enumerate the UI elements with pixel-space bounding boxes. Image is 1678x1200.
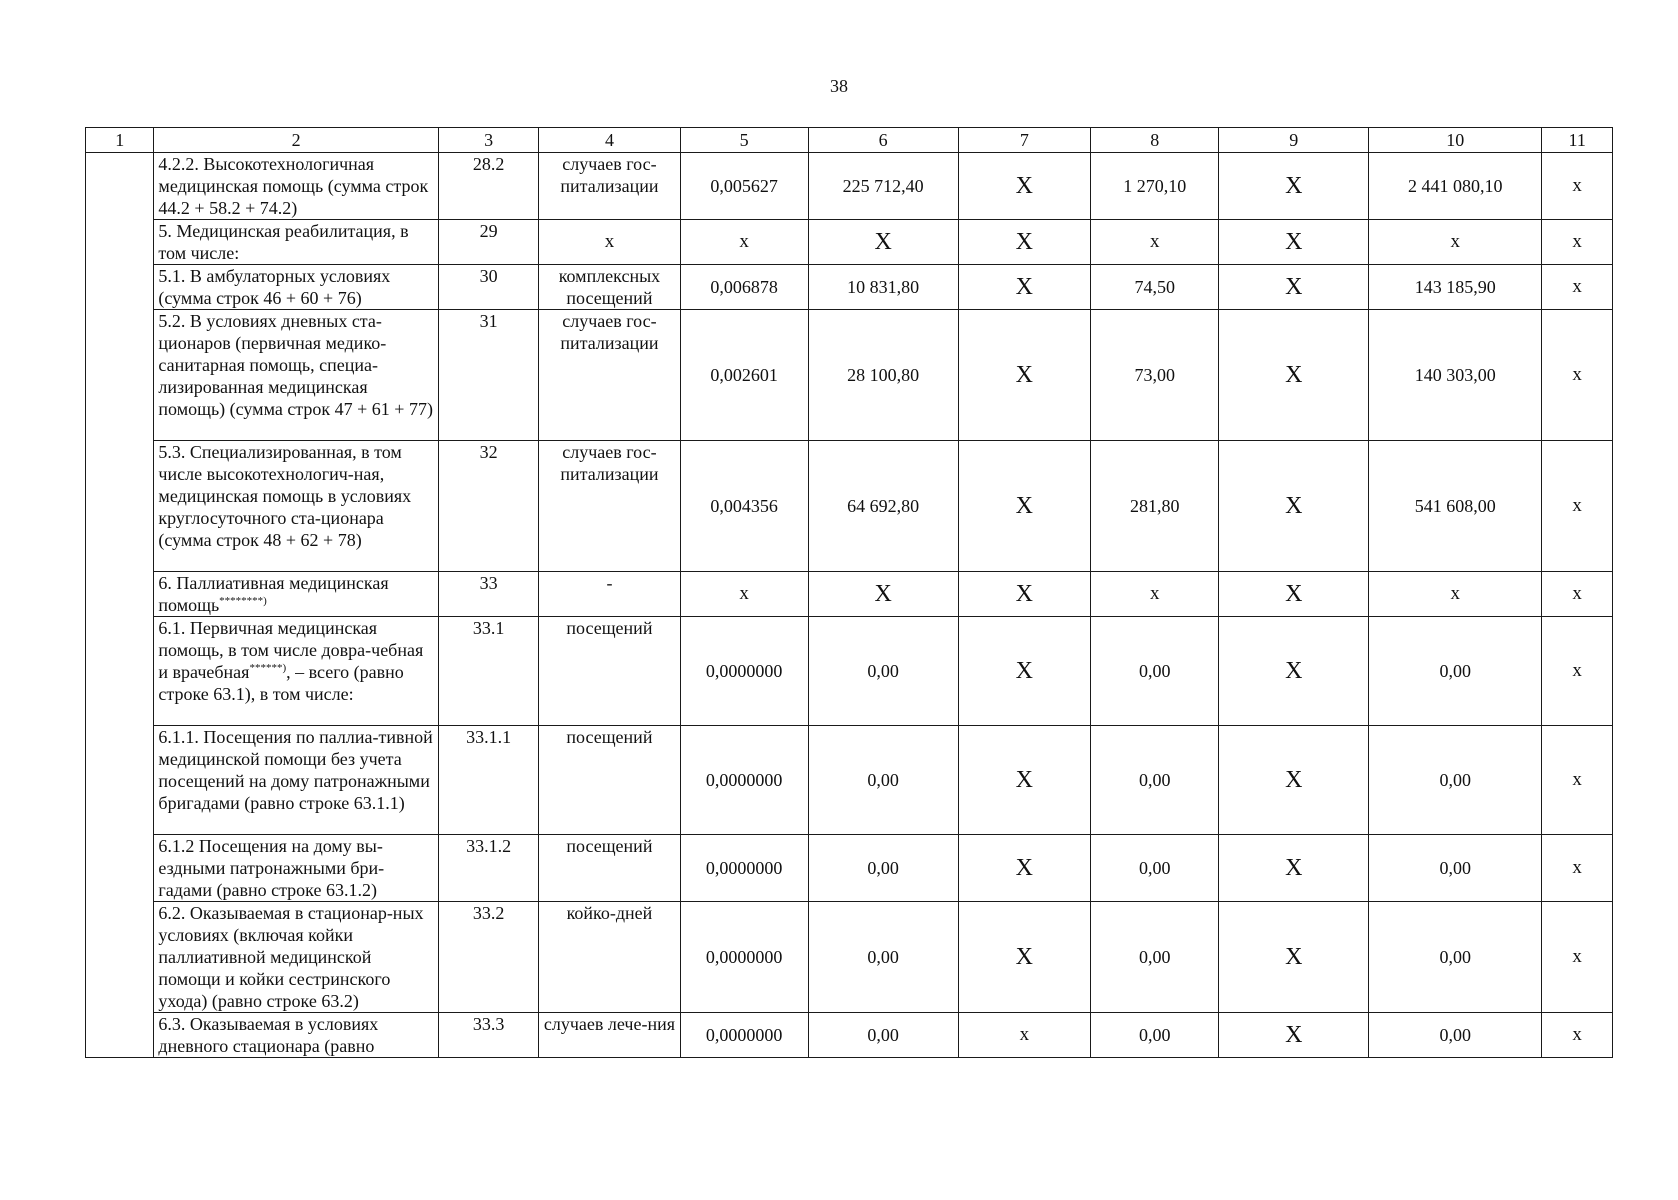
cell-8: 1 270,10 xyxy=(1091,153,1219,220)
cell-10: 0,00 xyxy=(1369,835,1542,902)
cell-10: 2 441 080,10 xyxy=(1369,153,1542,220)
row-number: 33.1.2 xyxy=(438,835,539,902)
table-row xyxy=(86,153,1613,220)
cell-9: X xyxy=(1219,441,1369,572)
cell-10: 541 608,00 xyxy=(1369,441,1542,572)
cell-9: X xyxy=(1219,265,1369,310)
description-text: 6.3. Оказываемая в условиях дневного стационара (равно xyxy=(158,1014,379,1056)
cell-11: х xyxy=(1542,153,1613,220)
cell-5: 0,0000000 xyxy=(680,726,808,835)
cell-5: 0,0000000 xyxy=(680,1013,808,1058)
column-header: 4 xyxy=(539,128,680,153)
description-text: 5. Медицинская реабилитация, в том числе: xyxy=(158,221,409,263)
cell-6: X xyxy=(808,572,958,617)
table-row xyxy=(86,726,1613,835)
row-number: 29 xyxy=(438,220,539,265)
cell-6: 0,00 xyxy=(808,835,958,902)
cell-5: 0,0000000 xyxy=(680,617,808,726)
cell-6: 64 692,80 xyxy=(808,441,958,572)
cell-7: X xyxy=(958,153,1091,220)
cell-8: 0,00 xyxy=(1091,835,1219,902)
column-header: 8 xyxy=(1091,128,1219,153)
column-header: 3 xyxy=(438,128,539,153)
cell-9: X xyxy=(1219,310,1369,441)
cell-8: 73,00 xyxy=(1091,310,1219,441)
cell-5: 0,006878 xyxy=(680,265,808,310)
row-number: 31 xyxy=(438,310,539,441)
table-row xyxy=(86,1013,1613,1058)
cell-9: X xyxy=(1219,1013,1369,1058)
cell-7: X xyxy=(958,220,1091,265)
table-row xyxy=(86,572,1613,617)
cell-9: X xyxy=(1219,572,1369,617)
cell-5: 0,0000000 xyxy=(680,902,808,1013)
cell-5: 0,004356 xyxy=(680,441,808,572)
cell-10: 140 303,00 xyxy=(1369,310,1542,441)
cell-8: 281,80 xyxy=(1091,441,1219,572)
table-row xyxy=(86,835,1613,902)
row-description xyxy=(154,441,438,572)
row-number: 33.3 xyxy=(438,1013,539,1058)
cell-8: 74,50 xyxy=(1091,265,1219,310)
cell-9: X xyxy=(1219,153,1369,220)
unit-cell: случаев гос-питализации xyxy=(539,441,680,572)
table-row xyxy=(86,617,1613,726)
header-row xyxy=(86,128,1613,153)
description-text: 5.2. В условиях дневных ста-ционаров (первичная медико-санитарная помощь, специа-лизированная медицинская помощь) (сумма строк 47 + 61 + 77) xyxy=(158,311,433,419)
row-description xyxy=(154,726,438,835)
row-description xyxy=(154,572,438,617)
cell-6: 0,00 xyxy=(808,902,958,1013)
unit-cell: посещений xyxy=(539,835,680,902)
footnote-marker: ********) xyxy=(219,595,267,607)
unit-cell: койко-дней xyxy=(539,902,680,1013)
unit-cell: посещений xyxy=(539,726,680,835)
cell-7: X xyxy=(958,265,1091,310)
cell-6: X xyxy=(808,220,958,265)
cell-5: 0,0000000 xyxy=(680,835,808,902)
cell-10: 0,00 xyxy=(1369,902,1542,1013)
cell-8: 0,00 xyxy=(1091,617,1219,726)
description-text: 5.3. Специализированная, в том числе высокотехнологич-ная, медицинская помощь в условиях круглосуточного ста-ционара (сумма строк 48 + 62 + 78) xyxy=(158,442,412,550)
cell-11: х xyxy=(1542,902,1613,1013)
description-text: 6. Паллиативная медицинская помощь xyxy=(158,573,389,615)
unit-cell: комплексных посещений xyxy=(539,265,680,310)
cell-9: X xyxy=(1219,726,1369,835)
cell-6: 10 831,80 xyxy=(808,265,958,310)
unit-cell: - xyxy=(539,572,680,617)
cell-6: 0,00 xyxy=(808,617,958,726)
cell-9: X xyxy=(1219,835,1369,902)
column-header: 5 xyxy=(680,128,808,153)
table-row xyxy=(86,220,1613,265)
section-column-cell xyxy=(86,153,154,1058)
unit-cell: посещений xyxy=(539,617,680,726)
unit-cell: случаев лече-ния xyxy=(539,1013,680,1058)
cell-7: X xyxy=(958,902,1091,1013)
cell-8: 0,00 xyxy=(1091,902,1219,1013)
cell-11: х xyxy=(1542,617,1613,726)
row-number: 32 xyxy=(438,441,539,572)
description-text: 6.1. Первичная медицинская помощь, в том числе довра-чебная и врачебная xyxy=(158,618,424,682)
description-text: 6.2. Оказываемая в стационар-ных условиях (включая койки паллиативной медицинской помощи и койки сестринского ухода) (равно строке 63.2) xyxy=(158,903,424,1011)
cell-7: X xyxy=(958,572,1091,617)
cell-9: X xyxy=(1219,902,1369,1013)
cell-8: 0,00 xyxy=(1091,1013,1219,1058)
cell-7: X xyxy=(958,835,1091,902)
row-number: 33 xyxy=(438,572,539,617)
row-description xyxy=(154,220,438,265)
row-description xyxy=(154,902,438,1013)
page-number: 38 xyxy=(830,76,848,96)
column-header: 7 xyxy=(958,128,1091,153)
cell-5: х xyxy=(680,220,808,265)
cell-11: х xyxy=(1542,265,1613,310)
column-header: 2 xyxy=(154,128,438,153)
row-number: 33.1 xyxy=(438,617,539,726)
cell-11: х xyxy=(1542,726,1613,835)
column-header: 9 xyxy=(1219,128,1369,153)
row-number: 33.2 xyxy=(438,902,539,1013)
cell-9: X xyxy=(1219,220,1369,265)
row-description xyxy=(154,835,438,902)
cell-5: 0,002601 xyxy=(680,310,808,441)
unit-cell: случаев гос-питализации xyxy=(539,153,680,220)
table-row xyxy=(86,310,1613,441)
row-description xyxy=(154,1013,438,1058)
column-header: 11 xyxy=(1542,128,1613,153)
cell-7: X xyxy=(958,310,1091,441)
cell-11: х xyxy=(1542,310,1613,441)
row-number: 30 xyxy=(438,265,539,310)
row-description xyxy=(154,265,438,310)
description-text: 6.1.2 Посещения на дому вы-ездными патронажными бри-гадами (равно строке 63.1.2) xyxy=(158,836,385,900)
cell-11: х xyxy=(1542,572,1613,617)
cell-10: х xyxy=(1369,220,1542,265)
unit-cell: х xyxy=(539,220,680,265)
column-header: 6 xyxy=(808,128,958,153)
cell-8: 0,00 xyxy=(1091,726,1219,835)
cell-7: X xyxy=(958,726,1091,835)
cell-9: X xyxy=(1219,617,1369,726)
cell-10: 0,00 xyxy=(1369,1013,1542,1058)
cell-10: 0,00 xyxy=(1369,726,1542,835)
cell-6: 225 712,40 xyxy=(808,153,958,220)
row-number: 28.2 xyxy=(438,153,539,220)
description-text: 5.1. В амбулаторных условиях (сумма строк 46 + 60 + 76) xyxy=(158,266,391,308)
description-text: 6.1.1. Посещения по паллиа-тивной медицинской помощи без учета посещений на дому патронажными бригадами (равно строке 63.1.1) xyxy=(158,727,433,813)
cell-8: х xyxy=(1091,572,1219,617)
cell-7: X xyxy=(958,617,1091,726)
cell-6: 28 100,80 xyxy=(808,310,958,441)
row-description xyxy=(154,153,438,220)
cell-6: 0,00 xyxy=(808,1013,958,1058)
cell-11: х xyxy=(1542,220,1613,265)
description-text: 4.2.2. Высокотехнологичная медицинская помощь (сумма строк 44.2 + 58.2 + 74.2) xyxy=(158,154,429,218)
footnote-marker: ******) xyxy=(249,662,287,674)
column-header: 10 xyxy=(1369,128,1542,153)
table-row xyxy=(86,441,1613,572)
cell-6: 0,00 xyxy=(808,726,958,835)
column-header: 1 xyxy=(86,128,154,153)
cell-10: 143 185,90 xyxy=(1369,265,1542,310)
row-number: 33.1.1 xyxy=(438,726,539,835)
cell-10: х xyxy=(1369,572,1542,617)
cell-5: 0,005627 xyxy=(680,153,808,220)
cell-5: х xyxy=(680,572,808,617)
row-description xyxy=(154,617,438,726)
data-table xyxy=(85,127,1613,1058)
unit-cell: случаев гос-питализации xyxy=(539,310,680,441)
cell-11: х xyxy=(1542,1013,1613,1058)
row-description xyxy=(154,310,438,441)
description-text-tail: , – всего (равно строке 63.1), в том числе: xyxy=(158,662,404,704)
cell-10: 0,00 xyxy=(1369,617,1542,726)
cell-8: х xyxy=(1091,220,1219,265)
cell-7: X xyxy=(958,441,1091,572)
cell-11: х xyxy=(1542,835,1613,902)
table-row xyxy=(86,265,1613,310)
table-row xyxy=(86,902,1613,1013)
cell-11: х xyxy=(1542,441,1613,572)
cell-7: х xyxy=(958,1013,1091,1058)
